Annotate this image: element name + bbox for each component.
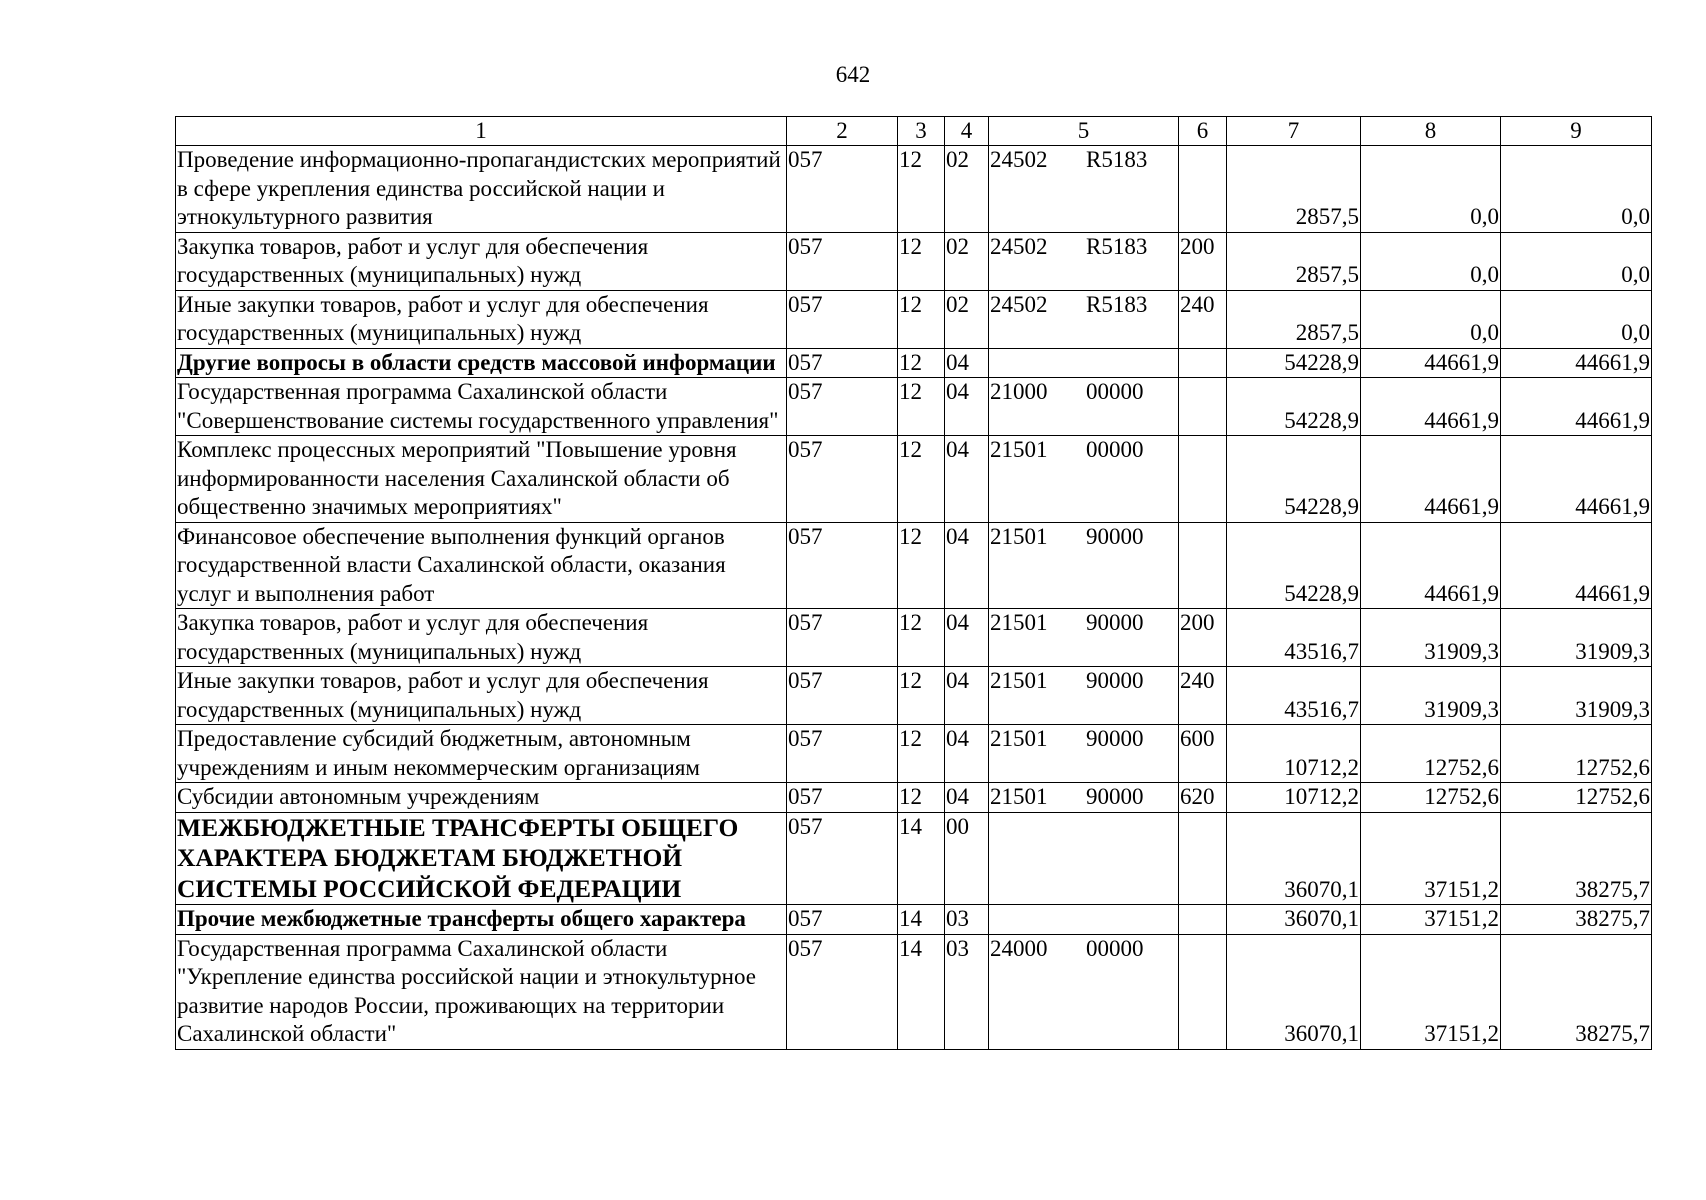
row-amount-cell: 36070,1 [1227,905,1361,935]
row-section-cell: 12 [898,783,945,813]
row-target-article-cell [989,934,1179,1049]
row-name-cell: Государственная программа Сахалинской области "Совершенствование системы государственного управления" [176,378,787,436]
row-name-cell: Закупка товаров, работ и услуг для обеспечения государственных (муниципальных) нужд [176,232,787,290]
column-header: 2 [787,117,898,146]
row-section-cell: 12 [898,146,945,233]
column-header: 1 [176,117,787,146]
row-target-article-cell [989,290,1179,348]
row-amount-cell: 2857,5 [1227,290,1361,348]
target-article-program-code: 21000 [990,379,1048,404]
row-amount-cell: 12752,6 [1501,725,1652,783]
target-article-program-code: 24502 [990,291,1048,317]
table-row [176,609,1652,667]
row-amount-cell: 2857,5 [1227,146,1361,233]
column-header: 9 [1501,117,1652,146]
row-amount-cell: 44661,9 [1361,522,1501,609]
row-amount-cell: 44661,9 [1361,378,1501,436]
table-row [176,725,1652,783]
table-row [176,348,1652,378]
table-body [176,146,1652,1050]
row-expense-type-cell: 200 [1179,232,1227,290]
row-name-cell: МЕЖБЮДЖЕТНЫЕ ТРАНСФЕРТЫ ОБЩЕГО ХАРАКТЕРА БЮДЖЕТАМ БЮДЖЕТНОЙ СИСТЕМЫ РОССИЙСКОЙ ФЕДЕРАЦИИ [176,812,787,905]
row-section-cell: 14 [898,905,945,935]
target-article-direction-code: 00000 [1086,935,1144,961]
row-expense-type-cell: 620 [1179,783,1227,813]
row-amount-cell: 38275,7 [1501,812,1652,905]
row-subsection-cell: 04 [945,436,989,523]
row-amount-cell: 0,0 [1361,232,1501,290]
row-chapter-cell: 057 [787,348,898,378]
row-chapter-cell: 057 [787,290,898,348]
row-name-cell: Финансовое обеспечение выполнения функций органов государственной власти Сахалинской области, оказания услуг и выполнения работ [176,522,787,609]
row-amount-cell: 10712,2 [1227,725,1361,783]
target-article-program-code: 24502 [990,147,1048,172]
row-target-article-cell [989,667,1179,725]
row-target-article-cell [989,146,1179,233]
row-amount-cell: 44661,9 [1501,378,1652,436]
target-article-direction-code: 90000 [1086,726,1144,751]
column-header: 6 [1179,117,1227,146]
row-section-cell: 12 [898,609,945,667]
target-article-direction-code: R5183 [1086,291,1148,317]
target-article-program-code: 21501 [990,668,1048,693]
table-row [176,783,1652,813]
row-expense-type-cell [1179,436,1227,523]
row-amount-cell: 54228,9 [1227,436,1361,523]
row-expense-type-cell [1179,378,1227,436]
row-subsection-cell: 04 [945,348,989,378]
row-amount-cell: 0,0 [1501,146,1652,233]
row-amount-cell: 0,0 [1501,290,1652,348]
row-amount-cell: 10712,2 [1227,783,1361,813]
row-target-article-cell [989,725,1179,783]
row-amount-cell: 0,0 [1361,146,1501,233]
target-article-program-code: 21501 [990,523,1048,549]
row-target-article-cell [989,783,1179,813]
row-name-cell: Государственная программа Сахалинской области "Укрепление единства российской нации и этнокультурное развитие народов России, проживающих на территории Сахалинской области" [176,934,787,1049]
row-amount-cell: 44661,9 [1361,436,1501,523]
target-article-direction-code: 00000 [1086,437,1144,462]
row-subsection-cell: 02 [945,290,989,348]
row-target-article-cell [989,378,1179,436]
row-chapter-cell: 057 [787,436,898,523]
column-header: 8 [1361,117,1501,146]
row-chapter-cell: 057 [787,522,898,609]
table-row [176,232,1652,290]
table-row [176,146,1652,233]
row-amount-cell: 38275,7 [1501,934,1652,1049]
row-amount-cell: 12752,6 [1501,783,1652,813]
row-target-article-cell [989,609,1179,667]
row-subsection-cell: 03 [945,934,989,1049]
row-target-article-cell [989,348,1179,378]
row-expense-type-cell [1179,905,1227,935]
row-subsection-cell: 03 [945,905,989,935]
row-section-cell: 12 [898,378,945,436]
row-amount-cell: 44661,9 [1501,348,1652,378]
row-amount-cell: 31909,3 [1361,609,1501,667]
row-subsection-cell: 04 [945,667,989,725]
row-chapter-cell: 057 [787,667,898,725]
column-header: 7 [1227,117,1361,146]
row-name-cell: Закупка товаров, работ и услуг для обеспечения государственных (муниципальных) нужд [176,609,787,667]
row-amount-cell: 54228,9 [1227,348,1361,378]
row-target-article-cell [989,905,1179,935]
row-amount-cell: 31909,3 [1361,667,1501,725]
budget-table [175,116,1652,1050]
row-chapter-cell: 057 [787,934,898,1049]
row-chapter-cell: 057 [787,609,898,667]
row-amount-cell: 54228,9 [1227,378,1361,436]
page-number: 642 [835,62,871,87]
row-amount-cell: 54228,9 [1227,522,1361,609]
row-amount-cell: 44661,9 [1501,436,1652,523]
row-subsection-cell: 02 [945,146,989,233]
row-chapter-cell: 057 [787,146,898,233]
row-amount-cell: 36070,1 [1227,812,1361,905]
row-chapter-cell: 057 [787,905,898,935]
target-article-direction-code: 90000 [1086,523,1144,549]
row-name-cell: Другие вопросы в области средств массовой информации [176,348,787,378]
row-chapter-cell: 057 [787,812,898,905]
target-article-program-code: 21501 [990,437,1048,462]
row-name-cell: Проведение информационно-пропагандистских мероприятий в сфере укрепления единства российской нации и этнокультурного развития [176,146,787,233]
table-row [176,667,1652,725]
row-target-article-cell [989,436,1179,523]
row-name-cell: Комплекс процессных мероприятий "Повышение уровня информированности населения Сахалинской области об общественно значимых мероприятиях" [176,436,787,523]
row-target-article-cell [989,812,1179,905]
row-target-article-cell [989,522,1179,609]
target-article-direction-code: 90000 [1086,610,1144,635]
column-header: 5 [989,117,1179,146]
row-expense-type-cell [1179,812,1227,905]
row-amount-cell: 12752,6 [1361,725,1501,783]
row-section-cell: 12 [898,522,945,609]
row-amount-cell: 0,0 [1361,290,1501,348]
target-article-direction-code: R5183 [1086,233,1148,259]
target-article-direction-code: R5183 [1086,147,1148,172]
column-header: 3 [898,117,945,146]
row-section-cell: 12 [898,348,945,378]
row-amount-cell: 44661,9 [1361,348,1501,378]
table-row [176,905,1652,935]
target-article-program-code: 24000 [990,935,1048,961]
row-chapter-cell: 057 [787,783,898,813]
row-expense-type-cell: 240 [1179,667,1227,725]
row-expense-type-cell [1179,522,1227,609]
row-section-cell: 12 [898,290,945,348]
target-article-direction-code: 90000 [1086,784,1144,809]
table-row [176,522,1652,609]
target-article-program-code: 21501 [990,726,1048,751]
row-section-cell: 12 [898,725,945,783]
row-subsection-cell: 02 [945,232,989,290]
row-section-cell: 12 [898,667,945,725]
row-chapter-cell: 057 [787,725,898,783]
row-chapter-cell: 057 [787,232,898,290]
row-amount-cell: 37151,2 [1361,812,1501,905]
row-amount-cell: 43516,7 [1227,667,1361,725]
row-name-cell: Прочие межбюджетные трансферты общего характера [176,905,787,935]
row-chapter-cell: 057 [787,378,898,436]
row-amount-cell: 38275,7 [1501,905,1652,935]
row-name-cell: Предоставление субсидий бюджетным, автономным учреждениям и иным некоммерческим организациям [176,725,787,783]
row-section-cell: 12 [898,232,945,290]
row-expense-type-cell: 600 [1179,725,1227,783]
row-expense-type-cell: 240 [1179,290,1227,348]
row-amount-cell: 36070,1 [1227,934,1361,1049]
table-row [176,934,1652,1049]
target-article-program-code: 21501 [990,610,1048,635]
table-row [176,378,1652,436]
row-subsection-cell: 04 [945,609,989,667]
table-row [176,436,1652,523]
row-expense-type-cell [1179,934,1227,1049]
row-amount-cell: 12752,6 [1361,783,1501,813]
row-name-cell: Иные закупки товаров, работ и услуг для обеспечения государственных (муниципальных) нужд [176,667,787,725]
row-amount-cell: 0,0 [1501,232,1652,290]
row-section-cell: 14 [898,934,945,1049]
row-amount-cell: 44661,9 [1501,522,1652,609]
row-amount-cell: 31909,3 [1501,609,1652,667]
row-amount-cell: 2857,5 [1227,232,1361,290]
row-section-cell: 14 [898,812,945,905]
row-subsection-cell: 04 [945,725,989,783]
row-target-article-cell [989,232,1179,290]
table-header-row [176,117,1652,146]
row-amount-cell: 37151,2 [1361,934,1501,1049]
row-subsection-cell: 04 [945,522,989,609]
row-name-cell: Субсидии автономным учреждениям [176,783,787,813]
column-header: 4 [945,117,989,146]
target-article-direction-code: 00000 [1086,379,1144,404]
row-amount-cell: 37151,2 [1361,905,1501,935]
target-article-direction-code: 90000 [1086,668,1144,693]
row-amount-cell: 31909,3 [1501,667,1652,725]
row-expense-type-cell: 200 [1179,609,1227,667]
row-name-cell: Иные закупки товаров, работ и услуг для обеспечения государственных (муниципальных) нужд [176,290,787,348]
target-article-program-code: 21501 [990,784,1048,809]
table-row [176,812,1652,905]
row-amount-cell: 43516,7 [1227,609,1361,667]
row-subsection-cell: 00 [945,812,989,905]
row-expense-type-cell [1179,146,1227,233]
row-subsection-cell: 04 [945,783,989,813]
row-section-cell: 12 [898,436,945,523]
table-row [176,290,1652,348]
row-expense-type-cell [1179,348,1227,378]
target-article-program-code: 24502 [990,233,1048,259]
row-subsection-cell: 04 [945,378,989,436]
